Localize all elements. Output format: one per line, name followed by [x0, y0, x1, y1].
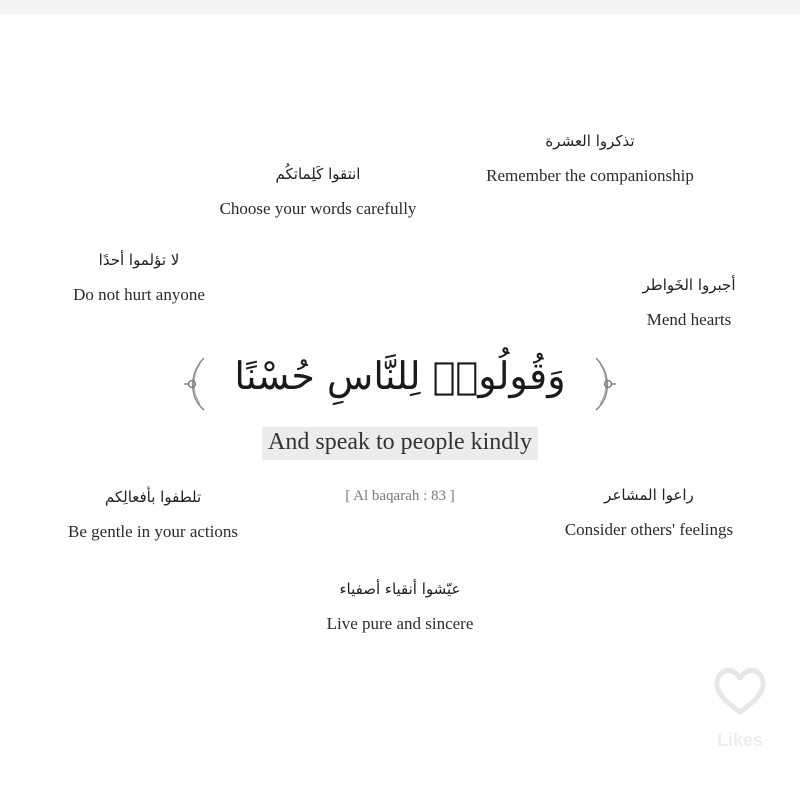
watermark-label: Likes	[716, 730, 764, 750]
phrase-arabic: تلطفوا بأفعالِكم	[104, 488, 202, 506]
phrase-english: Choose your words carefully	[219, 199, 417, 218]
phrase-be-gentle	[68, 488, 238, 542]
phrase-arabic: تذكروا العشرة	[545, 132, 635, 150]
phrase-choose-words	[220, 165, 417, 219]
phrase-live-pure	[327, 580, 474, 634]
heart-outline-icon	[700, 660, 780, 720]
phrase-english: Remember the companionship	[486, 166, 694, 185]
phrase-english: Consider others' feelings	[564, 520, 734, 539]
phrase-do-not-hurt	[73, 251, 205, 305]
phrase-english: Do not hurt anyone	[73, 285, 205, 304]
verse-block	[180, 350, 620, 420]
phrase-arabic: راعوا المشاعر	[604, 486, 694, 504]
left-ornament-icon	[180, 354, 210, 414]
right-ornament-icon	[590, 354, 620, 414]
phrase-english: Be gentle in your actions	[68, 522, 238, 541]
top-strip	[0, 0, 800, 14]
phrase-consider-feelings	[565, 486, 733, 540]
likes-watermark	[700, 660, 780, 770]
phrase-remember-companionship	[486, 132, 694, 186]
verse-arabic: وَقُولُوا۟ لِلنَّاسِ حُسْنًا	[234, 354, 566, 398]
phrase-english: Mend hearts	[646, 310, 732, 329]
verse-english: And speak to people kindly	[262, 427, 538, 460]
phrase-arabic: عيّشوا أنقياء أصفياء	[339, 580, 461, 598]
phrase-mend-hearts	[643, 276, 736, 330]
verse-reference: [ Al baqarah : 83 ]	[345, 488, 455, 504]
phrase-arabic: انتقوا كَلِماتكُم	[275, 165, 361, 183]
phrase-arabic: لا تؤلموا أحدًا	[98, 251, 180, 269]
phrase-english: Live pure and sincere	[326, 614, 474, 633]
phrase-arabic: أجبروا الخَواطر	[642, 276, 736, 294]
